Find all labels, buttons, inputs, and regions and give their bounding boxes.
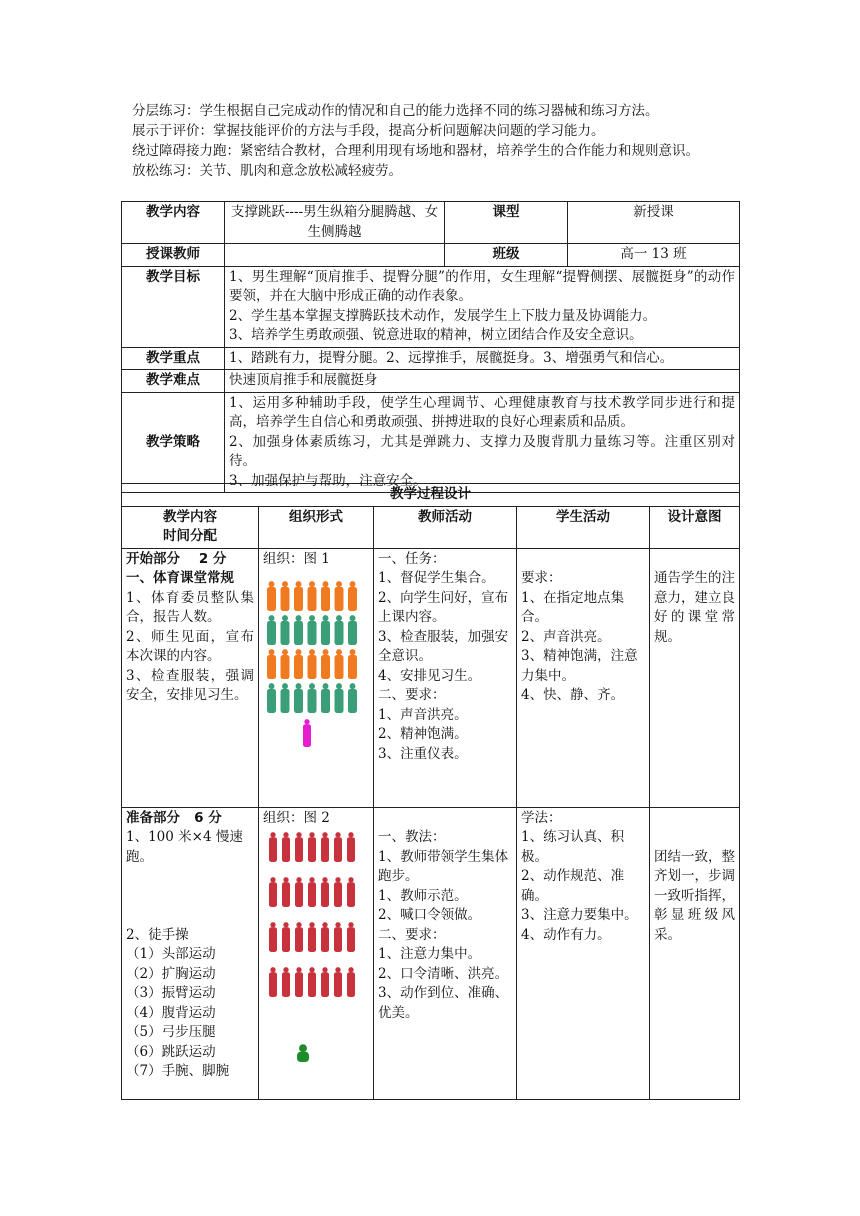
content-label: 教学内容 [122, 202, 225, 244]
row2-content: 准备部分 6 分 1、100 米×4 慢速跑。 2、徒手操 （1）头部运动 （2）扩胸运动 （3）振臂运动 （4）腹背运动 （5）弓步压腿 （6）跳跃运动 （7）手腕、脚腕 [122, 807, 259, 1099]
teacher-figure [297, 1044, 309, 1062]
student-figure [308, 581, 317, 611]
student-figure [281, 615, 290, 645]
row1-content: 开始部分 2 分 一、体育课堂常规 1、体育委员整队集合，报告人数。 2、师生见面，宣布本次课的内容。 3、检查服装，强调安全，安排见习生。 [122, 548, 259, 807]
row1-intent: 通告学生的注意力，建立良好的课堂常规。 [650, 548, 740, 807]
student-figure [294, 581, 303, 611]
student-figure [294, 649, 303, 679]
teacher-figure [303, 719, 311, 747]
student-figure [295, 967, 303, 997]
formation-figure-2 [263, 828, 368, 1078]
row2-org: 组织：图 2 [259, 807, 374, 1099]
student-figure [335, 649, 344, 679]
student-figure [269, 832, 277, 862]
difficulty-value: 快速顶肩推手和展髋挺身 [225, 370, 740, 393]
process-table [121, 483, 740, 1100]
student-figure [308, 649, 317, 679]
student-figure [308, 615, 317, 645]
student-figure [295, 832, 303, 862]
row1-org: 组织：图 1 [259, 548, 374, 807]
header-teacher: 教师活动 [374, 506, 517, 548]
student-figure [335, 683, 344, 713]
student-figure [321, 832, 329, 862]
student-figure [347, 832, 355, 862]
student-figure [348, 683, 357, 713]
row1-phase: 开始部分 2 分 [126, 550, 227, 567]
student-figure [267, 581, 276, 611]
student-figure [267, 649, 276, 679]
teacher-value [225, 244, 445, 267]
header-intent: 设计意图 [650, 506, 740, 548]
student-figure [334, 832, 342, 862]
strategy-label: 教学策略 [122, 392, 225, 493]
key-label: 教学重点 [122, 347, 225, 370]
student-figure [334, 877, 342, 907]
student-figure [282, 832, 290, 862]
student-figure [269, 922, 277, 952]
student-figure [308, 832, 316, 862]
student-figure [308, 683, 317, 713]
formation-figure-1 [263, 569, 368, 769]
intro-line: 分层练习：学生根据自己完成动作的情况和自己的能力选择不同的练习器械和练习方法。 [132, 103, 659, 119]
student-figure [321, 967, 329, 997]
key-value: 1、踏跳有力，提臀分腿。2、远撑推手，展髋挺身。3、增强勇气和信心。 [225, 347, 740, 370]
student-figure [335, 581, 344, 611]
student-figure [321, 683, 330, 713]
student-figure [348, 581, 357, 611]
student-figure [269, 967, 277, 997]
student-figure [347, 922, 355, 952]
intro-line: 放松练习：关节、肌肉和意念放松减轻疲劳。 [132, 163, 402, 179]
header-student: 学生活动 [517, 506, 650, 548]
header-content-time: 教学内容 时间分配 [122, 506, 259, 548]
student-figure [295, 922, 303, 952]
student-figure [281, 683, 290, 713]
teacher-label: 授课教师 [122, 244, 225, 267]
student-figure [321, 649, 330, 679]
student-figure [347, 967, 355, 997]
row2-student: 学法： 1、练习认真、积极。 2、动作规范、准确。 3、注意力要集中。 4、动作有力。 [517, 807, 650, 1099]
row2-intent: 团结一致，整齐划一，步调一致听指挥，彰显班级风采。 [650, 807, 740, 1099]
student-figure [294, 615, 303, 645]
student-figure [269, 877, 277, 907]
student-figure [348, 649, 357, 679]
row2-phase: 准备部分 6 分 [126, 809, 222, 826]
type-label: 课型 [445, 202, 568, 244]
row1-student: 要求： 1、在指定地点集合。 2、声音洪亮。 3、精神饱满，注意力集中。 4、快、静、齐。 [517, 548, 650, 807]
goal-cell [225, 266, 740, 347]
strategy-cell [225, 392, 740, 493]
goal-line: 2、学生基本掌握支撑腾跃技术动作，发展学生上下肢力量及协调能力。 [229, 307, 657, 324]
strategy-line: 2、加强身体素质练习，尤其是弹跳力、支撑力及腹背肌力量练习等。注重区别对待。 [229, 433, 735, 469]
content-value: 支撑跳跃----男生纵箱分腿腾越、女生侧腾越 [225, 202, 445, 244]
intro-line: 绕过障碍接力跑：紧密结合教材，合理利用现有场地和器材，培养学生的合作能力和规则意识。 [132, 143, 699, 159]
lesson-info-table [121, 201, 740, 493]
student-figure [281, 649, 290, 679]
goal-label: 教学目标 [122, 266, 225, 347]
type-value: 新授课 [568, 202, 740, 244]
student-figure [282, 967, 290, 997]
row2-teacher: 一、教法： 1、教师带领学生集体跑步。 1、教师示范。 2、喊口令领做。 二、要求： 1、注意力集中。 2、口令清晰、洪亮。 3、动作到位、准确、优美。 [374, 807, 517, 1099]
class-label: 班级 [445, 244, 568, 267]
student-figure [321, 581, 330, 611]
student-figure [321, 922, 329, 952]
student-figure [335, 615, 344, 645]
goal-line: 1、男生理解“顶肩推手、提臀分腿”的作用，女生理解“提臀侧摆、展髋挺身”的动作要领，并在大脑中形成正确的动作表象。 [229, 268, 735, 304]
process-title: 教学过程设计 [122, 484, 740, 507]
student-figure [321, 615, 330, 645]
student-figure [334, 922, 342, 952]
difficulty-label: 教学难点 [122, 370, 225, 393]
strategy-line: 3、加强保护与帮助，注意安全。 [229, 472, 427, 489]
intro-line: 展示于评价：掌握技能评价的方法与手段，提高分析问题解决问题的学习能力。 [132, 123, 605, 139]
intro-text [132, 101, 742, 181]
student-figure [348, 615, 357, 645]
student-figure [295, 877, 303, 907]
strategy-line: 1、运用多种辅助手段，使学生心理调节、心理健康教育与技术教学同步进行和提高，培养学生自信心和勇敢顽强、拼搏进取的良好心理素质和品质。 [229, 394, 735, 430]
student-figure [282, 877, 290, 907]
goal-line: 3、培养学生勇敢顽强、锐意进取的精神，树立团结合作及安全意识。 [229, 327, 643, 343]
student-figure [294, 683, 303, 713]
student-figure [321, 877, 329, 907]
student-figure [308, 922, 316, 952]
header-org: 组织形式 [259, 506, 374, 548]
student-figure [334, 967, 342, 997]
student-figure [282, 922, 290, 952]
student-figure [267, 683, 276, 713]
student-figure [347, 877, 355, 907]
student-figure [267, 615, 276, 645]
row1-teacher: 一、任务： 1、督促学生集合。 2、向学生问好，宣布上课内容。 3、检查服装，加强安全意识。 4、安排见习生。 二、要求： 1、声音洪亮。 2、精神饱满。 3、注重仪表。 [374, 548, 517, 807]
student-figure [308, 877, 316, 907]
student-figure [281, 581, 290, 611]
class-value: 高一 13 班 [568, 244, 740, 267]
student-figure [308, 967, 316, 997]
